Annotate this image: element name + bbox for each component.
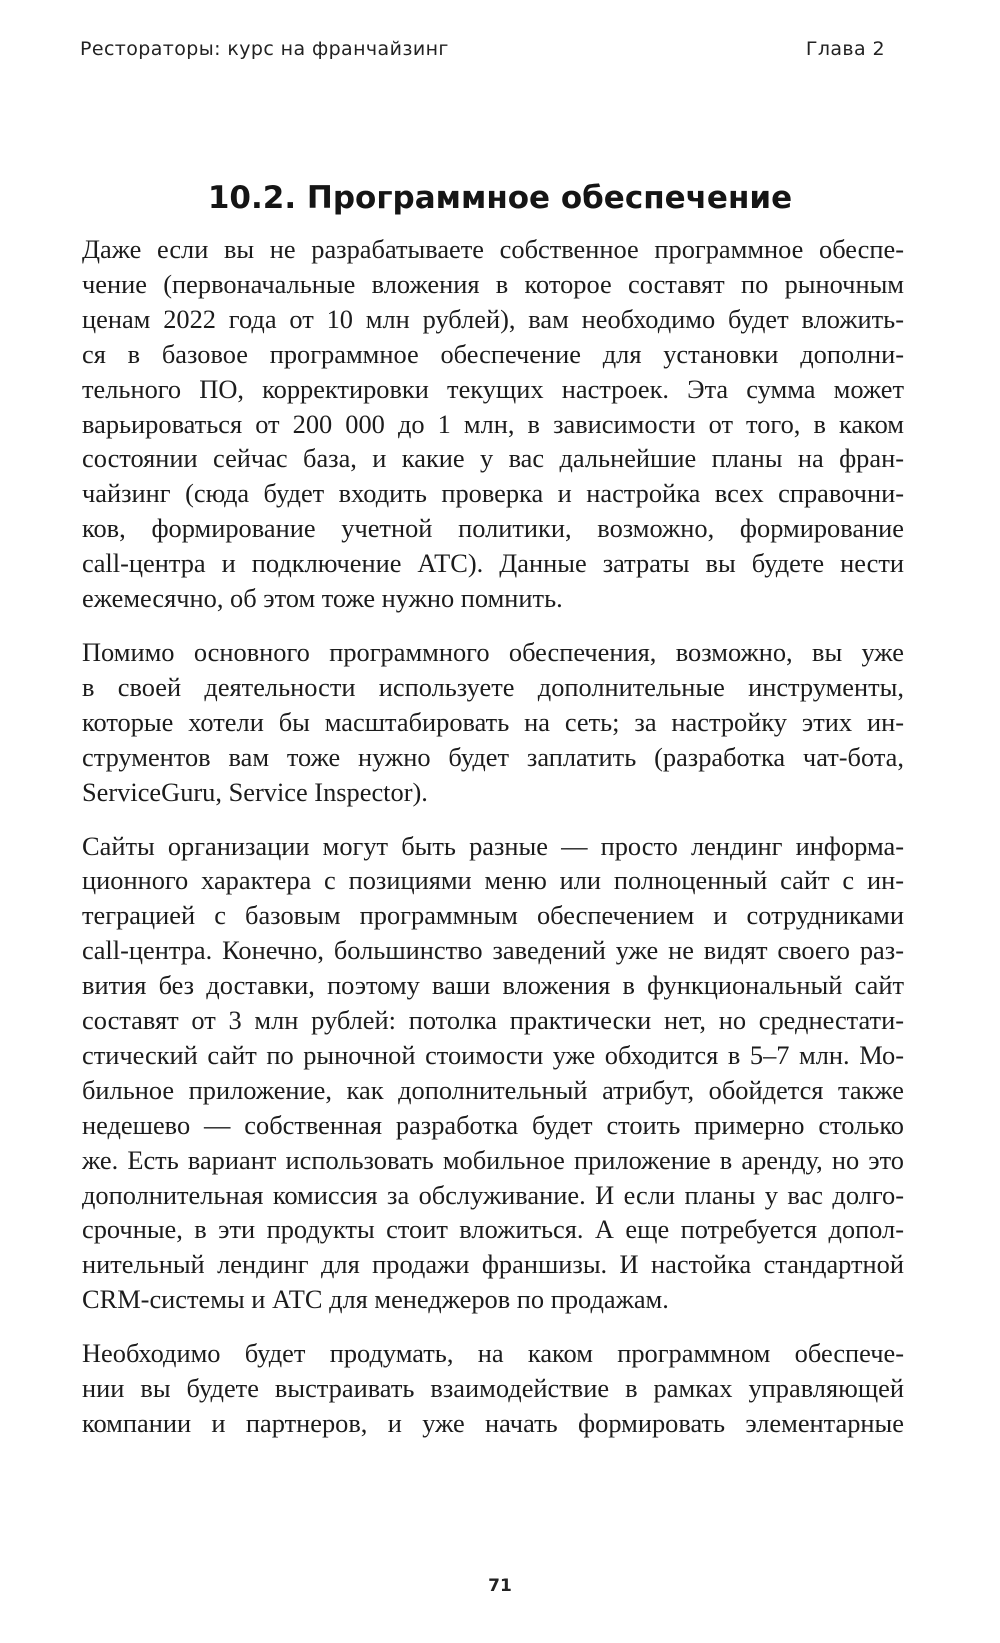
- text-line: нии вы будете выстраивать взаимодействие в рамках управляющей: [82, 1373, 904, 1404]
- text-line: ков, формирование учетной политики, возможно, формирование: [82, 513, 904, 544]
- text-line: чение (первоначальные вложения в которое составят по рыночным: [82, 268, 904, 299]
- text-line: дополнительная комиссия за обслуживание. И если планы у вас долго-: [82, 1179, 904, 1210]
- text-line: call-центра. Конечно, большинство заведений уже не видят своего раз-: [82, 935, 904, 966]
- paragraph: [82, 829, 904, 1318]
- paragraph: [82, 1336, 904, 1441]
- text-line: Необходимо будет продумать, на каком программном обеспече-: [82, 1338, 904, 1369]
- section-title: 10.2. Программное обеспечение: [207, 180, 793, 216]
- text-line: ServiceGuru, Service Inspector).: [82, 776, 428, 807]
- paragraph: [82, 232, 904, 616]
- book-title: Рестораторы: курс на франчайзинг: [80, 38, 449, 60]
- paragraph: [82, 635, 904, 810]
- text-line: нительный лендинг для продажи франшизы. И настойка стандартной: [82, 1249, 904, 1280]
- text-line: же. Есть вариант использовать мобильное приложение в аренду, но это: [82, 1144, 904, 1175]
- text-line: ционного характера с позициями меню или полноценный сайт с ин-: [82, 865, 904, 896]
- text-line: бильное приложение, как дополнительный атрибут, обойдется также: [82, 1074, 904, 1105]
- text-line: чайзинг (сюда будет входить проверка и настройка всех справочни-: [82, 478, 904, 509]
- text-line: call-центра и подключение АТС). Данные затраты вы будете нести: [82, 548, 904, 579]
- text-line: ежемесячно, об этом тоже нужно помнить.: [82, 583, 563, 614]
- text-line: состоянии сейчас база, и какие у вас дальнейшие планы на фран-: [82, 443, 904, 474]
- text-line: CRM-системы и АТС для менеджеров по продажам.: [82, 1284, 669, 1315]
- text-line: Сайты организации могут быть разные — просто лендинг информа-: [82, 830, 904, 861]
- text-line: компании и партнеров, и уже начать формировать элементарные: [82, 1408, 904, 1438]
- text-line: тельного ПО, корректировки текущих настроек. Эта сумма может: [82, 373, 904, 404]
- text-line: теграцией с базовым программным обеспечением и сотрудниками: [82, 900, 904, 931]
- text-line: стический сайт по рыночной стоимости уже обходится в 5–7 млн. Мо-: [82, 1039, 904, 1070]
- chapter-label: Глава 2: [805, 38, 885, 60]
- text-line: которые хотели бы масштабировать на сеть; за настройку этих ин-: [82, 706, 904, 737]
- text-line: срочные, в эти продукты стоит вложиться. А еще потребуется допол-: [82, 1214, 904, 1245]
- text-line: составят от 3 млн рублей: потолка практически нет, но среднестати-: [82, 1005, 904, 1036]
- text-line: недешево — собственная разработка будет стоить примерно столько: [82, 1109, 904, 1140]
- text-line: Помимо основного программного обеспечения, возможно, вы уже: [82, 636, 904, 667]
- body-text: [82, 232, 904, 1460]
- text-line: ся в базовое программное обеспечение для установки дополни-: [82, 338, 904, 369]
- page-number: 71: [488, 1576, 512, 1596]
- text-line: ценам 2022 года от 10 млн рублей), вам необходимо будет вложить-: [82, 303, 904, 334]
- running-header: [80, 38, 885, 68]
- text-line: Даже если вы не разрабатываете собственное программное обеспе-: [82, 234, 904, 264]
- text-line: в своей деятельности используете дополнительные инструменты,: [82, 671, 904, 702]
- text-line: вития без доставки, поэтому ваши вложения в функциональный сайт: [82, 970, 904, 1001]
- text-line: струментов вам тоже нужно будет заплатить (разработка чат-бота,: [82, 741, 904, 772]
- text-line: варьироваться от 200 000 до 1 млн, в зависимости от того, в каком: [82, 408, 904, 439]
